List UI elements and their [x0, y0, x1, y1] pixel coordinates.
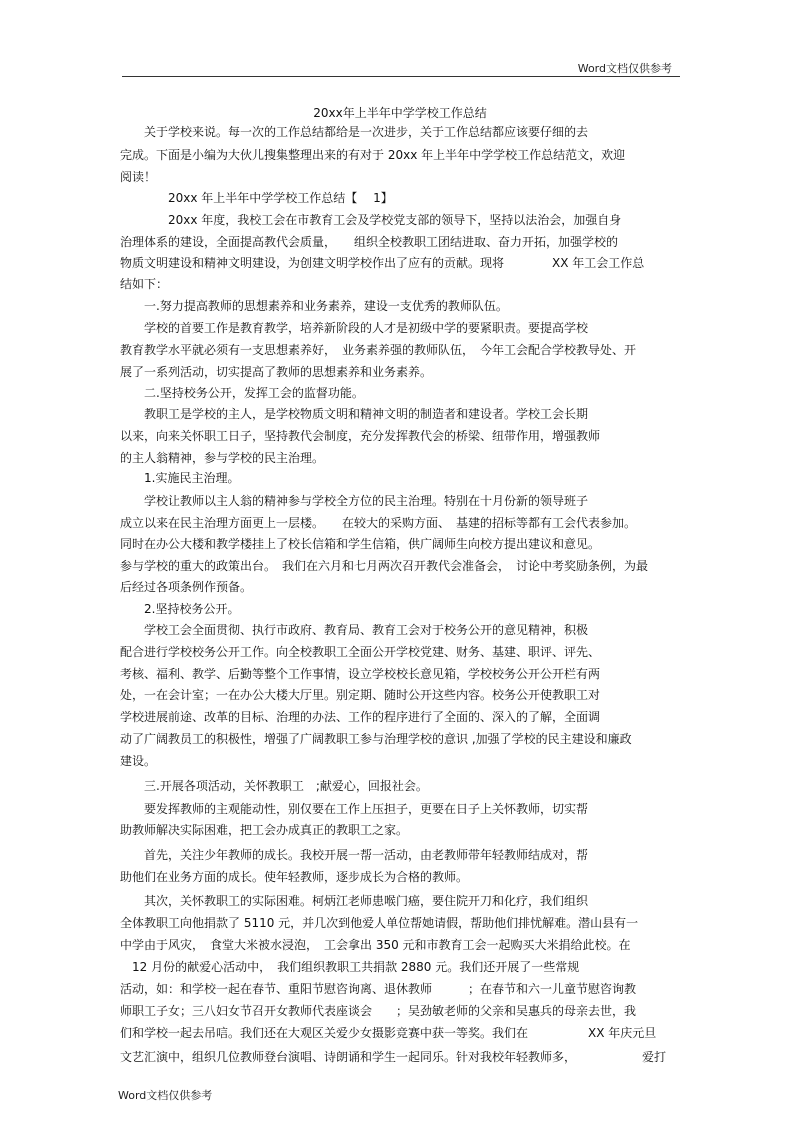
body-line: 学校让教师以主人翁的精神参与学校全方位的民主治理。特别在十月份新的领导班子: [120, 494, 589, 508]
body-line: 以来，向来关怀职工日子，坚持教代会制度，充分发挥教代会的桥梁、纽带作用，增强教师: [120, 429, 601, 443]
body-line: 学校进展前途、改革的目标、治理的办法、工作的程序进行了全面的、深入的了解，全面调: [120, 710, 601, 724]
body-line: 治理体系的建设，全面提高教代会质量， 组织全校教职工团结进取、奋力开拓，加强学校的: [120, 235, 619, 249]
body-line: 中学由于风灾， 食堂大米被水浸泡， 工会拿出 350 元和市教育工会一起购买大米捐给此校。在: [120, 938, 631, 952]
body-line: 配合进行学校校务公开工作。向全校教职工全面公开学校党建、财务、基建、职评、评先、: [120, 645, 601, 659]
body-line: 三.开展各项活动，关怀教职工 ;献爱心，回报社会。: [120, 779, 428, 793]
body-line: 20xx 年度，我校工会在市教育工会及学校党支部的领导下，坚持以法治会，加强自身: [120, 213, 622, 227]
body-line: 20xx 年上半年中学学校工作总结【 1】: [120, 191, 393, 205]
body-line: 动了广阔教员工的积极性，增强了广阔教职工参与治理学校的意识 ,加强了学校的民主建设和廉政: [120, 732, 632, 746]
body-line: 其次，关怀教职工的实际困难。柯炳江老师患喉门癌，要住院开刀和化疗，我们组织: [120, 894, 589, 908]
body-line: 首先，关注少年教师的成长。我校开展一帮一活动，由老教师带年轻教师结成对，帮: [120, 848, 589, 862]
body-line: 学校工会全面贯彻、执行市政府、教育局、教育工会对于校务公开的意见精神，积极: [120, 623, 589, 637]
body-line: 一.努力提高教师的思想素养和业务素养，建设一支优秀的教师队伍。: [120, 299, 508, 313]
body-line: 物质文明建设和精神文明建设，为创建文明学校作出了应有的贡献。现将 XX 年工会工作总: [120, 256, 645, 270]
body-line: 要发挥教师的主观能动性，别仅要在工作上压担子，更要在日子上关怀教师，切实帮: [120, 802, 589, 816]
body-line: 考核、福利、教学、后勤等整个工作事情，设立学校校长意见箱，学校校务公开公开栏有两: [120, 667, 601, 681]
body-line: 文艺汇演中，组织几位教师登台演唱、诗朗诵和学生一起同乐。针对我校年轻教师多， 爱打: [120, 1050, 667, 1064]
body-line: 二.坚持校务公开，发挥工会的监督功能。: [120, 386, 364, 400]
body-line: 1.实施民主治理。: [120, 471, 240, 485]
body-line: 建设。: [120, 754, 157, 768]
body-line: 的主人翁精神，参与学校的民主治理。: [120, 451, 325, 465]
body-line: 们和学校一起去吊唁。我们还在大观区关爱少女摄影竞赛中获一等奖。我们在 XX 年庆元旦: [120, 1026, 657, 1040]
body-line: 阅读！: [120, 170, 157, 184]
body-line: 学校的首要工作是教育教学，培养新阶段的人才是初级中学的要紧职责。要提高学校: [120, 321, 589, 335]
body-line: 同时在办公大楼和教学楼挂上了校长信箱和学生信箱，供广阔师生向校方提出建议和意见。: [120, 537, 601, 551]
body-line: 参与学校的重大的政策出台。 我们在六月和七月两次召开教代会准备会， 讨论中考奖励条例，为最: [120, 559, 649, 573]
body-line: 12 月份的献爱心活动中， 我们组织教职工共捐款 2880 元。我们还开展了一些常规: [120, 960, 580, 974]
document-title: 20xx年上半年中学学校工作总结: [313, 106, 487, 120]
page-header-text: Word文档仅供参考: [577, 62, 672, 75]
body-line: 展了一系列活动，切实提高了教师的思想素养和业务素养。: [120, 365, 433, 379]
body-line: 助他们在业务方面的成长。使年轻教师，逐步成长为合格的教师。: [120, 870, 469, 884]
body-line: 处，一在会计室；一在办公大楼大厅里。别定期、随时公开这些内容。校务公开使教职工对: [120, 688, 601, 702]
body-line: 完成。下面是小编为大伙儿搜集整理出来的有对于 20xx 年上半年中学学校工作总结范文，欢迎: [120, 148, 626, 162]
body-line: 活动，如：和学校一起在春节、重阳节慰咨询离、退休教师 ；在春节和六一儿童节慰咨询教: [120, 982, 637, 996]
body-line: 师职工子女；三八妇女节召开女教师代表座谈会 ；吴劲敏老师的父亲和吴惠兵的母亲去世，我: [120, 1004, 637, 1018]
header-rule: [122, 76, 680, 77]
body-line: 后经过各项条例作预备。: [120, 580, 253, 594]
body-line: 助教师解决实际困难，把工会办成真正的教职工之家。: [120, 823, 409, 837]
body-line: 结如下：: [120, 277, 169, 291]
body-line: 教职工是学校的主人，是学校物质文明和精神文明的制造者和建设者。学校工会长期: [120, 407, 589, 421]
body-line: 关于学校来说。每一次的工作总结都给是一次进步，关于工作总结都应该要仔细的去: [120, 125, 589, 139]
body-line: 成立以来在民主治理方面更上一层楼。 在较大的采购方面、 基建的招标等都有工会代表参加。: [120, 516, 637, 530]
body-line: 全体教职工向他捐款了 5110 元，并几次到他爱人单位帮她请假，帮助他们排忧解难。潜山县有一: [120, 916, 639, 930]
body-line: 2.坚持校务公开。: [120, 602, 240, 616]
body-line: 教育教学水平就必须有一支思想素养好， 业务素养强的教师队伍， 今年工会配合学校教导处、开: [120, 343, 637, 357]
page-footer-text: Word文档仅供参考: [118, 1089, 213, 1102]
